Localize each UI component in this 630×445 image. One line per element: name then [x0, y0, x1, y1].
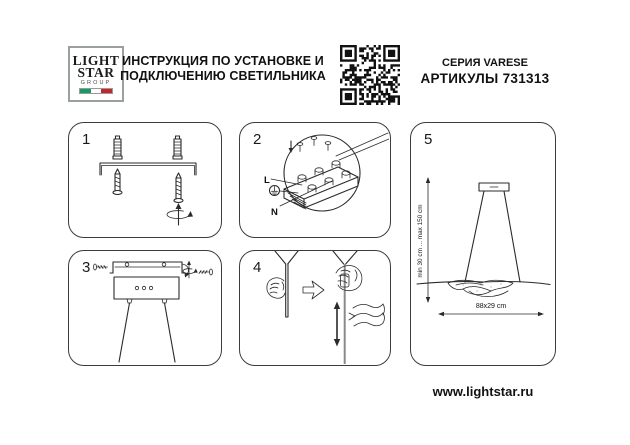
hand-icon: [267, 278, 285, 298]
step-number-2: 2: [253, 131, 262, 148]
page-title: [112, 54, 334, 83]
step-panel-2: [239, 122, 391, 238]
canopy-box-icon: [114, 277, 179, 303]
step5-drawing: [411, 123, 554, 364]
step-number-5: 5: [424, 131, 433, 148]
lamp-shade-icon: [417, 280, 550, 296]
suspension-cables: [465, 191, 520, 282]
logo-word-group: GROUP: [80, 80, 112, 86]
wall-anchor-icon: [173, 136, 182, 159]
ground-earth-icon: [270, 186, 280, 196]
logo-word-light: LIGHT: [72, 53, 120, 68]
screw-icon: [174, 173, 183, 203]
up-down-arrow-icon: [334, 302, 340, 347]
qr-code-icon: [340, 45, 400, 105]
website-url: www.lightstar.ru: [432, 384, 534, 399]
insert-arrow-icon: [289, 141, 294, 153]
step-panel-4: [239, 250, 391, 366]
step-panel-1: [68, 122, 222, 238]
step-number-3: 3: [82, 259, 91, 276]
italian-flag-icon: [80, 89, 112, 93]
mains-cable-icon: [336, 133, 389, 160]
page-title-line2: ПОДКЛЮЧЕНИЮ СВЕТИЛЬНИКА: [120, 68, 326, 83]
height-range-label: min 30 cm ... max 150 cm: [417, 204, 424, 278]
wall-anchor-icon: [113, 136, 122, 159]
step-panel-5: [410, 122, 556, 366]
page-title-line1: ИНСТРУКЦИЯ ПО УСТАНОВКЕ И: [122, 54, 324, 68]
rotate-arrow-icon: [167, 203, 193, 225]
step1-drawing: [69, 123, 220, 236]
step-number-1: 1: [82, 131, 91, 148]
cloth-icon: [349, 304, 385, 326]
step3-drawing: [69, 251, 220, 364]
cable-v-right: [333, 251, 357, 264]
small-screw-icon: [199, 269, 212, 275]
logo-word-star: STAR: [77, 64, 115, 80]
step2-drawing: [240, 123, 389, 236]
suspension-cables: [119, 303, 175, 362]
screw-icon: [113, 169, 122, 195]
live-label: L: [264, 175, 270, 186]
series-label: СЕРИЯ VARESE: [442, 57, 528, 69]
step-panel-3: [68, 250, 222, 366]
step-number-4: 4: [253, 259, 262, 276]
width-dimension: [438, 303, 544, 316]
right-arrow-icon: [303, 281, 324, 299]
shade-size-label: 88x29 cm: [475, 303, 507, 310]
step4-drawing: [240, 251, 389, 364]
wires-icon: [271, 179, 332, 209]
terminal-screw-icon: [297, 137, 331, 152]
ceiling-canopy-icon: [479, 183, 509, 191]
small-screw-icon: [94, 264, 108, 270]
mounting-bracket-icon: [110, 262, 185, 273]
neutral-label: N: [271, 207, 278, 218]
article-number: АРТИКУЛЫ 731313: [420, 71, 550, 86]
mounting-bracket-icon: [100, 163, 196, 175]
